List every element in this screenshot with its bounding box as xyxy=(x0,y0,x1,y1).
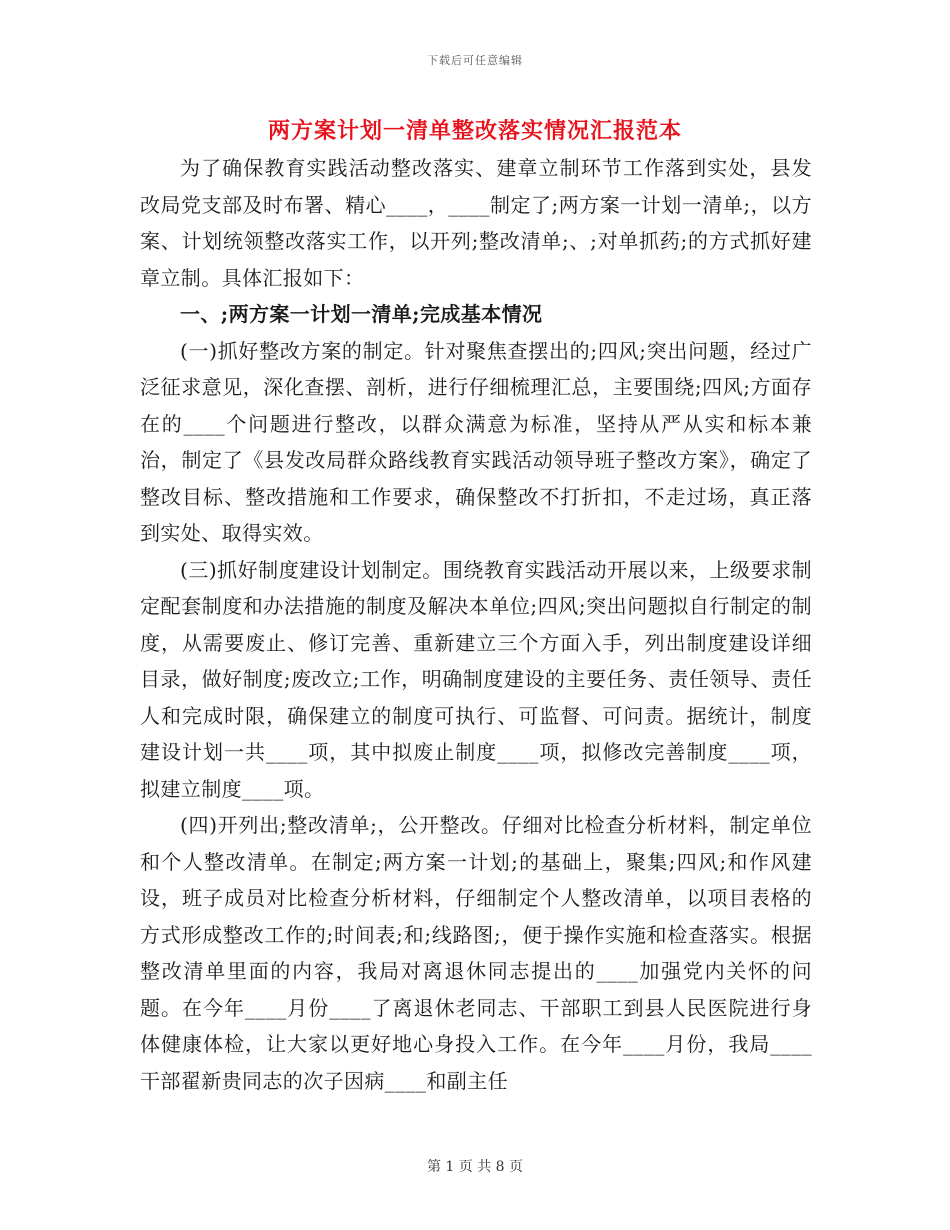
paragraph-rectification-plan: (一)抓好整改方案的制定。针对聚焦查摆出的;四风;突出问题，经过广泛征求意见，深化查摆、剖析，进行仔细梳理汇总，主要围绕;四风;方面存在的____个问题进行整改，以群众满意为标准，坚持从严从实和标本兼治，制定了《县发改局群众路线教育实践活动领导班子整改方案》，确定了整改目标、整改措施和工作要求，确保整改不打折扣，不走过场，真正落到实处、取得实效。 xyxy=(140,338,812,545)
paragraph-system-plan: (三)抓好制度建设计划制定。围绕教育实践活动开展以来，上级要求制定配套制度和办法措施的制度及解决本单位;四风;突出问题拟自行制定的制度，从需要废止、修订完善、重新建立三个方面入手，列出制度建设详细目录，做好制度;废改立;工作，明确制度建设的主要任务、责任领导、责任人和完成时限，确保建立的制度可执行、可监督、可问责。据统计，制度建设计划一共____项，其中拟废止制度____项，拟修改完善制度____项，拟建立制度____项。 xyxy=(140,557,812,801)
intro-paragraph: 为了确保教育实践活动整改落实、建章立制环节工作落到实处，县发改局党支部及时布署、精心____，____制定了;两方案一计划一清单;，以方案、计划统领整改落实工作，以开列;整改清单;、;对单抓药;的方式抓好建章立制。具体汇报如下： xyxy=(140,156,812,290)
document-title: 两方案计划一清单整改落实情况汇报范本 xyxy=(267,118,682,144)
paragraph-rectification-list: (四)开列出;整改清单;，公开整改。仔细对比检查分析材料，制定单位和个人整改清单。在制定;两方案一计划;的基础上，聚集;四风;和作风建设，班子成员对比检查分析材料，仔细制定个人整改清单，以项目表格的方式形成整改工作的;时间表;和;线路图;，便于操作实施和检查落实。根据整改清单里面的内容，我局对离退休同志提出的____加强党内关怀的问题。在今年____月份____了离退休老同志、干部职工到县人民医院进行身体健康体检，让大家以更好地心身投入工作。在今年____月份，我局____干部翟新贵同志的次子因病____和副主任 xyxy=(140,813,812,1093)
section-heading: 一、;两方案一计划一清单;完成基本情况 xyxy=(180,302,543,326)
page-number: 第 1 页 共 8 页 xyxy=(426,1159,524,1175)
document-body xyxy=(140,150,812,1099)
page-header-note: 下载后可任意编辑 xyxy=(427,54,523,67)
